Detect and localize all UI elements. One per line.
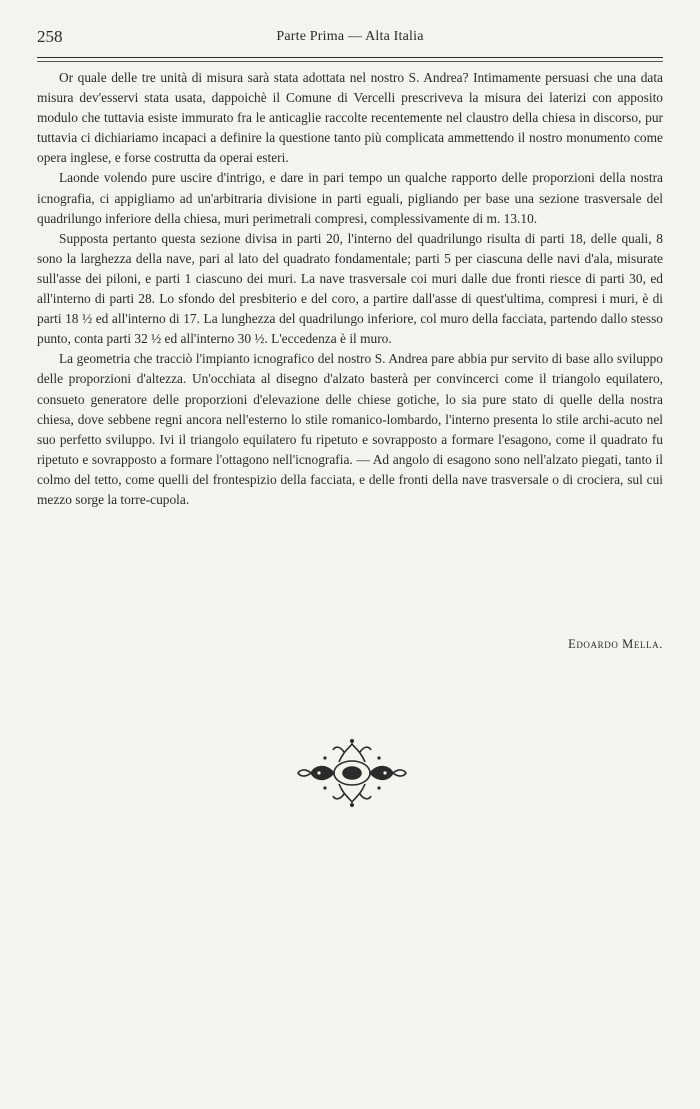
page-number: 258	[37, 27, 63, 46]
floral-tailpiece-ornament-icon	[295, 738, 409, 808]
paragraph: Supposta pertanto questa sezione divisa in parti 20, l'interno del quadrilungo risulta di parti 18, delle quali, 8 sono la larghezza della nave, pari al lato del quadrato fondamentale; parti 5 per ciascuna delle navi d'ala, misurate sull'asse dei piloni, e parti 1 ciascuno dei muri. La nave trasversale coi muri dalle due fronti riesce di parti 30, ed all'interno di parti 28. Lo sfondo del presbiterio e del coro, a partire dall'asse di quest'ultima, compresi i muri, è di parti 18 ½ ed all'interno di 17. La lunghezza del quadrilungo inferiore, col muro della facciata, partendo dallo stesso punto, conta parti 32 ½ ed all'interno 30 ½. L'eccedenza è il muro.	[37, 230, 663, 347]
paragraph: La geometria che tracciò l'impianto icnografico del nostro S. Andrea pare abbia pur servito di base allo sviluppo delle proporzioni d'altezza. Un'occhiata al disegno d'alzato basterà per convincerci come il triangolo equilatero, consueto generatore delle proporzioni d'elevazione delle chiese gotiche, lo sia pure stato di quelle della nostra chiesa, dove sebbene regni ancora nell'esterno lo stile romanico-lombardo, l'interno presenta lo stile archi-acuto nel suo perfetto sviluppo. Ivi il triangolo equilatero fu ripetuto e sovrapposto a formare l'esagono, come il quadrato fu ripetuto e sovrapposto a formare l'ottagono nell'icnografia. — Ad angolo di esagono sono nell'alzato piegati, tanto il colmo del tetto, come quelli del frontespizio della facciata, e delle fronti della nave trasversale o di crociera, sul cui mezzo sorge la torre-cupola.	[37, 351, 663, 507]
paragraph: Laonde volendo pure uscire d'intrigo, e dare in pari tempo un qualche rapporto delle proporzioni della nostra icnografia, ci appigliamo ad un'arbitraria divisione in parti eguali, pigliando per base una sezione trasversale del quadrilungo inferiore della chiesa, muri perimetrali compresi, complessivamente di m. 13.10.	[37, 170, 663, 226]
header-rule	[37, 57, 663, 58]
paragraph: Or quale delle tre unità di misura sarà stata adottata nel nostro S. Andrea? Intimamente persuasi che una data misura dev'esservi stata usata, dappoichè il Comune di Vercelli prescriveva la misura dei laterizi con apposito modulo che tuttavia esiste immurato fra le anticaglie raccolte recentemente nel claustro della chiesa in discorso, pur tuttavia ci dichiariamo incapaci a definire la questione tanto più complicata ammettendo il nostro monumento come opera inglese, e forse costrutta da operai esteri.	[37, 70, 663, 166]
running-head: Parte Prima — Alta Italia	[276, 29, 424, 44]
page-header	[37, 27, 663, 53]
author-signature: Edoardo Mella.	[568, 637, 663, 651]
body-text	[37, 68, 663, 510]
header-rule-thin	[37, 61, 663, 62]
